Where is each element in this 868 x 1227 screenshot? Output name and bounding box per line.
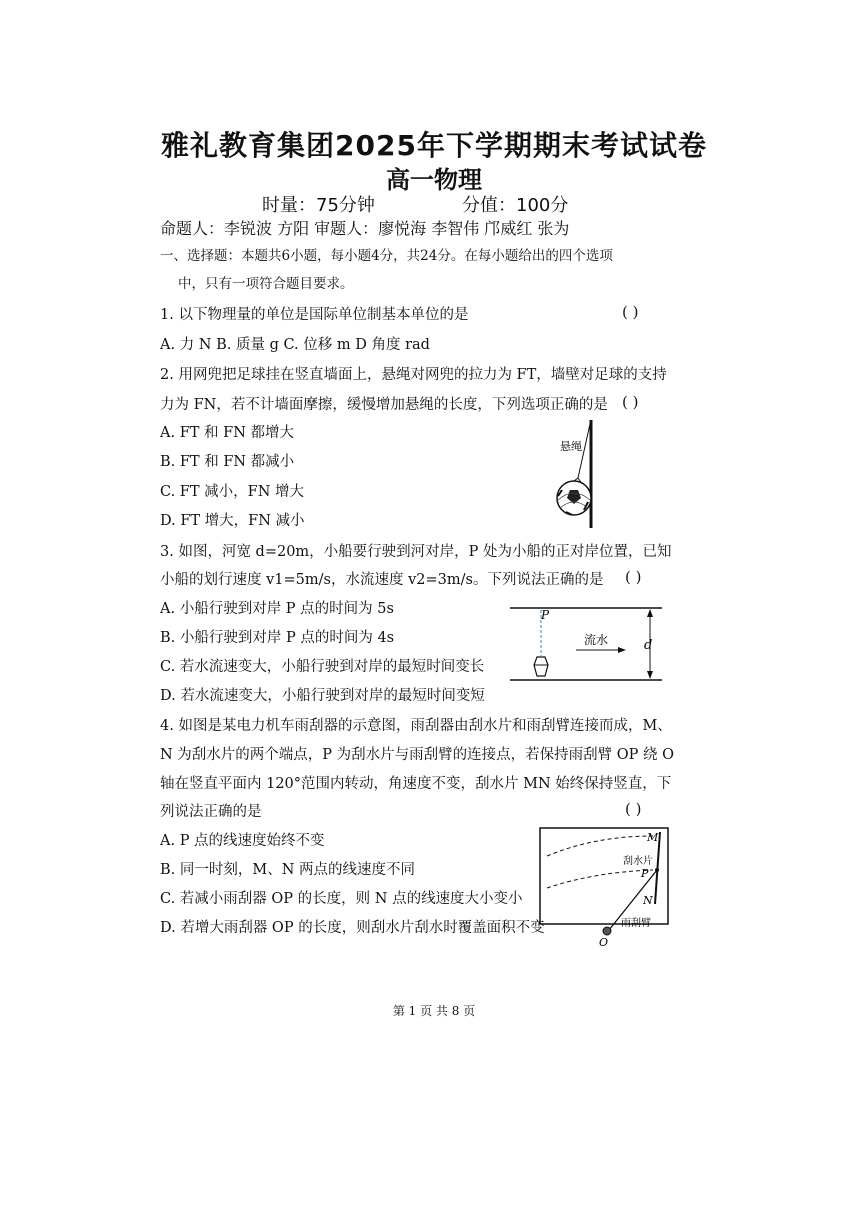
q2-stem-line1: 2. 用网兜把足球挂在竖直墙面上，悬绳对网兜的拉力为 FT，墙壁对足球的支持 xyxy=(160,367,667,383)
q3-stem-line2: 小船的划行速度 v1=5m/s，水流速度 v2=3m/s。下列说法正确的是 xyxy=(160,572,604,588)
q1-stem: 1. 以下物理量的单位是国际单位制基本单位的是 xyxy=(160,307,469,323)
q2-answer-paren: ( ) xyxy=(622,393,639,411)
q3-option-a: A. 小船行驶到对岸 P 点的时间为 5s xyxy=(160,601,394,617)
q4-option-d: D. 若增大雨刮器 OP 的长度，则刮水片刮水时覆盖面积不变 xyxy=(160,920,545,936)
q2-figure xyxy=(548,420,628,530)
exam-subtitle: 高一物理 xyxy=(386,166,482,194)
q4-option-a: A. P 点的线速度始终不变 xyxy=(160,833,325,849)
page-footer: 第 1 页 共 8 页 xyxy=(392,1004,476,1018)
q3-option-d: D. 若水流速变大，小船行驶到对岸的最短时间变短 xyxy=(160,688,485,704)
q2-option-c: C. FT 减小，FN 增大 xyxy=(160,484,304,500)
q3-option-c: C. 若水流速变大，小船行驶到对岸的最短时间变长 xyxy=(160,659,485,675)
q4-stem-line3: 轴在竖直平面内 120°范围内转动，角速度不变，刮水片 MN 始终保持竖直，下 xyxy=(160,776,672,792)
q4-label-p: P xyxy=(641,867,649,880)
q2-option-d: D. FT 增大，FN 减小 xyxy=(160,513,305,529)
q4-label-n: N xyxy=(643,894,653,907)
q4-label-arm: 雨刮臂 xyxy=(621,918,651,929)
q3-figure xyxy=(510,604,670,684)
q4-label-o: O xyxy=(599,936,609,949)
q3-width-label: d xyxy=(644,638,653,653)
q4-option-c: C. 若减小雨刮器 OP 的长度，则 N 点的线速度大小变小 xyxy=(160,891,523,907)
exam-title: 雅礼教育集团2025年下学期期末考试试卷 xyxy=(161,129,707,162)
q4-option-b: B. 同一时刻，M、N 两点的线速度不同 xyxy=(160,862,416,878)
q4-stem-line4: 列说法正确的是 xyxy=(160,804,262,820)
q2-stem-line2: 力为 FN，若不计墙面摩擦，缓慢增加悬绳的长度，下列选项正确的是 xyxy=(160,397,608,413)
exam-time: 时量：75分钟 xyxy=(262,195,375,216)
q3-answer-paren: ( ) xyxy=(625,568,642,586)
q4-lower-arc xyxy=(547,870,653,888)
section-heading-line1: 一、选择题：本题共6小题，每小题4分，共24分。在每小题给出的四个选项 xyxy=(160,248,613,264)
q1-answer-paren: ( ) xyxy=(622,303,639,321)
q4-upper-arc xyxy=(547,836,653,856)
q4-stem-line2: N 为刮水片的两个端点，P 为刮水片与雨刮臂的连接点，若保持雨刮臂 OP 绕 O xyxy=(160,747,675,763)
q4-answer-paren: ( ) xyxy=(625,800,642,818)
q1-options: A. 力 N B. 质量 g C. 位移 m D 角度 rad xyxy=(160,337,430,353)
section-heading-line2: 中，只有一项符合题目要求。 xyxy=(178,276,354,292)
exam-authors: 命题人：李锐波 方阳 审题人：廖悦海 李智伟 邝威红 张为 xyxy=(160,219,570,238)
q2-option-a: A. FT 和 FN 都增大 xyxy=(160,425,294,441)
q3-point-p: P xyxy=(541,608,550,622)
q3-flow-label: 流水 xyxy=(584,633,609,647)
q4-pivot-o xyxy=(603,927,611,935)
q3-option-b: B. 小船行驶到对岸 P 点的时间为 4s xyxy=(160,630,395,646)
q4-label-m: M xyxy=(647,831,659,844)
q2-option-b: B. FT 和 FN 都减小 xyxy=(160,454,295,470)
exam-score: 分值：100分 xyxy=(462,195,569,216)
q4-figure xyxy=(535,826,675,951)
q4-label-blade: 刮水片 xyxy=(623,856,653,867)
q3-stem-line1: 3. 如图，河宽 d=20m，小船要行驶到河对岸，P 处为小船的正对岸位置，已知 xyxy=(160,544,672,560)
q4-stem-line1: 4. 如图是某电力机车雨刮器的示意图，雨刮器由刮水片和雨刮臂连接而成，M、 xyxy=(160,718,672,734)
q2-rope-label: 悬绳 xyxy=(560,440,582,453)
q3-boat xyxy=(534,657,548,676)
